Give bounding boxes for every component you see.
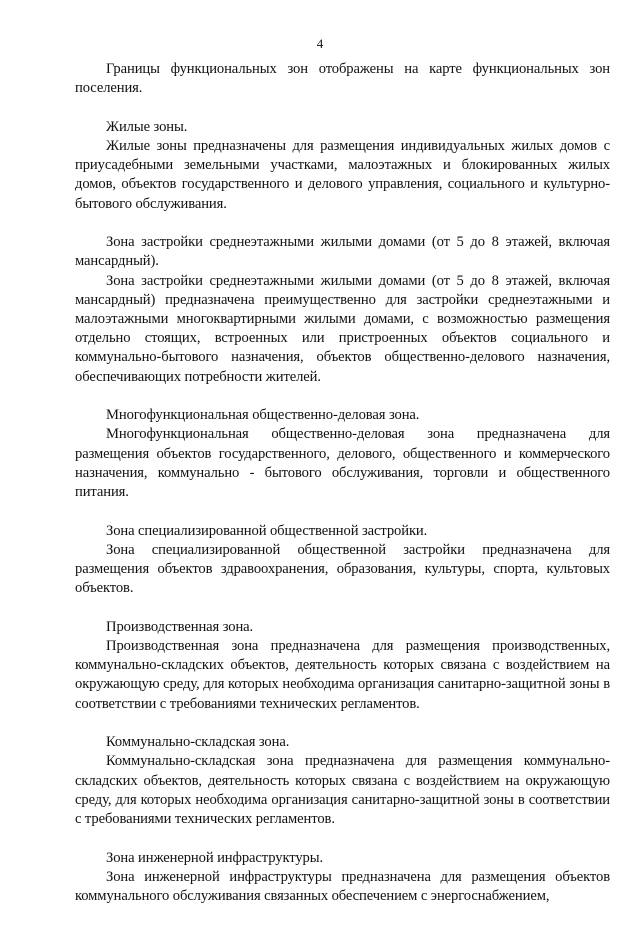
section-heading: Зона застройки среднеэтажными жилыми домами (от 5 до 8 этажей, включая мансардный).	[75, 234, 610, 270]
section-mid-rise-zone	[75, 233, 610, 387]
section-warehouse-zone	[75, 733, 610, 829]
section-heading: Зона инженерной инфраструктуры.	[106, 849, 323, 866]
paragraph: Коммунально-складская зона предназначена для размещения коммунально-складских объектов, деятельность которых связана с воздействием на окружающую среду, для которых необходима организация санитарно-защитной зоны в соответствии с требованиями технических регламентов.	[75, 753, 610, 828]
section-specialized-public-zone	[75, 522, 610, 599]
section-infrastructure-zone	[75, 849, 610, 907]
section-heading: Многофункциональная общественно-деловая зона.	[106, 407, 420, 424]
document-body	[75, 60, 610, 926]
paragraph: Границы функциональных зон отображены на карте функциональных зон поселения.	[75, 61, 610, 97]
paragraph: Зона инженерной инфраструктуры предназначена для размещения объектов коммунального обслуживания связанных обеспечением с энергоснабжением,	[75, 868, 610, 905]
section-residential-zones	[75, 118, 610, 214]
section-intro	[75, 60, 610, 98]
paragraph: Производственная зона предназначена для размещения производственных, коммунально-складских объектов, деятельность которых связана с воздействием на окружающую среду, для которых необходима организация санитарно-защитной зоны в соответствии с требованиями технических регламентов.	[75, 638, 610, 712]
section-heading: Зона специализированной общественной застройки.	[106, 522, 428, 539]
section-heading: Жилые зоны.	[106, 118, 188, 135]
paragraph: Жилые зоны предназначены для размещения индивидуальных жилых домов с приусадебными земельными участками, малоэтажных и блокированных жилых домов, объектов государственного и делового управления, социального и культурно-бытового обслуживания.	[75, 138, 610, 212]
section-heading: Коммунально-складская зона.	[106, 734, 290, 751]
paragraph: Зона специализированной общественной застройки предназначена для размещения объектов здравоохранения, образования, культуры, спорта, культовых объектов.	[75, 541, 610, 597]
section-business-zone	[75, 406, 610, 502]
paragraph: Многофункциональная общественно-деловая зона предназначена для размещения объектов государственного, делового, общественного и коммерческого назначения, коммунально - бытового обслуживания, торговли и общественного питания.	[75, 426, 610, 501]
section-production-zone	[75, 618, 610, 714]
page-number: 4	[316, 36, 324, 51]
paragraph: Зона застройки среднеэтажными жилыми домами (от 5 до 8 этажей, включая мансардный) предназначена преимущественно для застройки среднеэтажными и малоэтажными многоквартирными жилыми домами, с возможностью размещения отдельно стоящих, встроенных или пристроенных объектов социального и коммунально-бытового назначения, объектов общественно-делового назначения, обеспечивающих потребности жителей.	[75, 272, 610, 385]
section-heading: Производственная зона.	[106, 618, 254, 635]
